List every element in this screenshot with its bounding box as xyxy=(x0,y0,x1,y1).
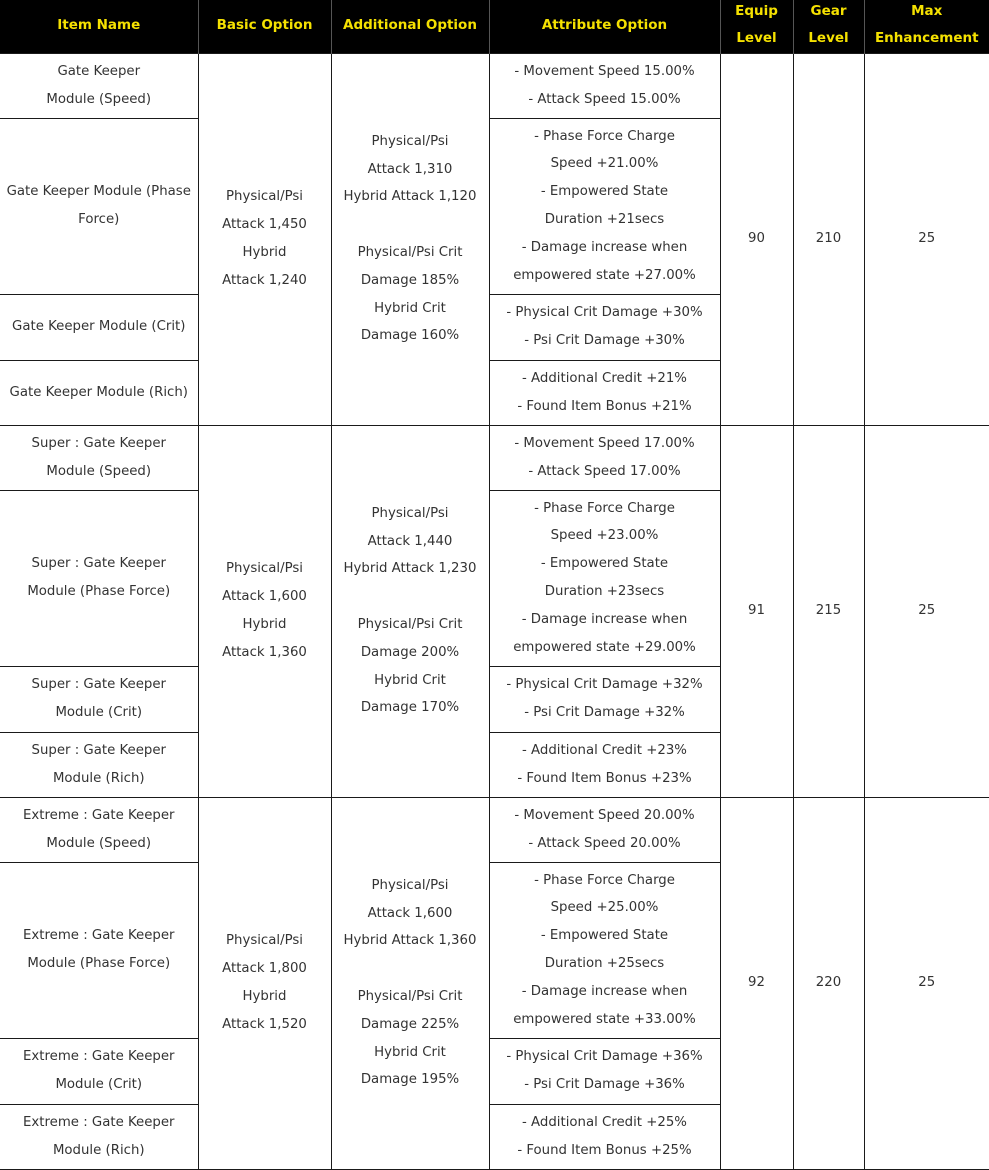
attribute-line: - Phase Force Charge xyxy=(534,500,675,516)
additional-option-line: Hybrid Crit xyxy=(374,1044,446,1060)
header-equip-level-line: Equip xyxy=(735,3,778,20)
basic-option-line: Attack 1,360 xyxy=(222,644,307,660)
line-spacer xyxy=(336,583,485,611)
header-basic-option: Basic Option xyxy=(198,0,331,53)
additional-option-line: Damage 200% xyxy=(360,644,460,660)
gear-level-cell: 215 xyxy=(793,425,864,797)
header-max-enhancement xyxy=(864,0,989,53)
additional-option-line: Hybrid Attack 1,230 xyxy=(343,561,477,577)
basic-option-cell xyxy=(198,53,331,425)
attribute-line: Duration +25secs xyxy=(544,956,665,971)
attribute-line: - Physical Crit Damage +36% xyxy=(506,1049,703,1065)
attribute-line: - Movement Speed 17.00% xyxy=(514,435,695,451)
additional-option-line: Damage 170% xyxy=(360,700,460,716)
attribute-line: Speed +23.00% xyxy=(550,528,659,544)
table-row xyxy=(0,53,989,118)
additional-option-line: Physical/Psi xyxy=(371,877,449,893)
attribute-line: - Phase Force Charge xyxy=(534,872,675,888)
basic-option-cell xyxy=(198,425,331,797)
attribute-line: - Found Item Bonus +23% xyxy=(517,770,692,786)
attribute-option-cell xyxy=(489,732,720,797)
attribute-line: - Found Item Bonus +21% xyxy=(517,398,692,414)
attribute-line: - Movement Speed 20.00% xyxy=(514,807,695,823)
additional-option-line: Attack 1,310 xyxy=(367,161,453,177)
item-name-cell xyxy=(0,666,198,732)
item-name-line: Super : Gate Keeper xyxy=(31,556,166,572)
additional-option-line: Attack 1,600 xyxy=(367,905,453,921)
header-row xyxy=(0,0,989,53)
attribute-option-cell xyxy=(489,360,720,425)
basic-option-line: Hybrid xyxy=(242,245,287,260)
basic-option-line: Attack 1,450 xyxy=(222,217,307,233)
additional-option-line: Physical/Psi Crit xyxy=(357,617,463,632)
item-name-cell xyxy=(0,53,198,118)
header-equip-level xyxy=(720,0,793,53)
item-name-line: Gate Keeper Module (Phase xyxy=(6,184,191,200)
additional-option-line: Damage 225% xyxy=(360,1016,460,1032)
additional-option-line: Damage 185% xyxy=(360,272,460,288)
header-item-name: Item Name xyxy=(0,0,198,53)
header-equip-level-line: Level xyxy=(736,30,777,47)
item-name-cell xyxy=(0,294,198,360)
attribute-line: empowered state +27.00% xyxy=(513,267,696,283)
additional-option-cell xyxy=(331,425,489,797)
equip-level-cell: 90 xyxy=(720,53,793,425)
item-name-line: Gate Keeper Module (Rich) xyxy=(9,384,188,400)
item-name-cell xyxy=(0,797,198,862)
attribute-line: - Psi Crit Damage +30% xyxy=(524,333,685,348)
max-enhancement-cell: 25 xyxy=(864,797,989,1169)
item-name-cell xyxy=(0,360,198,425)
attribute-option-cell xyxy=(489,797,720,862)
attribute-line: - Psi Crit Damage +36% xyxy=(524,1077,685,1092)
additional-option-line: Hybrid Crit xyxy=(374,300,446,316)
item-name-cell xyxy=(0,490,198,666)
line-spacer xyxy=(336,211,485,239)
item-name-line: Module (Rich) xyxy=(52,770,145,786)
item-name-line: Module (Crit) xyxy=(55,705,143,720)
attribute-line: Speed +21.00% xyxy=(550,156,659,172)
table-body xyxy=(0,53,989,1169)
table-row xyxy=(0,425,989,490)
item-name-line: Extreme : Gate Keeper xyxy=(23,807,175,823)
basic-option-line: Attack 1,240 xyxy=(222,272,307,288)
item-name-line: Module (Speed) xyxy=(46,463,152,479)
attribute-line: - Attack Speed 15.00% xyxy=(528,91,681,107)
header-attribute-option: Attribute Option xyxy=(489,0,720,53)
header-gear-level-line: Level xyxy=(808,30,849,47)
item-name-line: Super : Gate Keeper xyxy=(31,677,166,693)
item-name-cell xyxy=(0,862,198,1038)
item-name-cell xyxy=(0,425,198,490)
basic-option-line: Attack 1,600 xyxy=(222,589,307,605)
item-name-line: Module (Phase Force) xyxy=(27,956,171,971)
gear-level-cell: 220 xyxy=(793,797,864,1169)
header-gear-level xyxy=(793,0,864,53)
max-enhancement-cell: 25 xyxy=(864,53,989,425)
attribute-line: - Empowered State xyxy=(540,928,669,944)
item-name-line: Gate Keeper xyxy=(57,63,141,79)
attribute-line: - Found Item Bonus +25% xyxy=(517,1142,692,1158)
attribute-line: - Movement Speed 15.00% xyxy=(514,63,695,79)
attribute-option-cell xyxy=(489,1038,720,1104)
attribute-line: - Physical Crit Damage +32% xyxy=(506,677,703,693)
item-name-line: Module (Phase Force) xyxy=(27,584,171,599)
item-name-line: Module (Rich) xyxy=(52,1142,145,1158)
item-name-cell xyxy=(0,118,198,294)
equip-level-cell: 92 xyxy=(720,797,793,1169)
basic-option-line: Hybrid xyxy=(242,989,287,1004)
header-max-enhancement-line: Enhancement xyxy=(874,30,979,47)
attribute-line: Duration +23secs xyxy=(544,584,665,599)
item-name-cell xyxy=(0,1038,198,1104)
basic-option-line: Physical/Psi xyxy=(226,561,303,577)
header-gear-level-line: Gear xyxy=(810,3,847,20)
attribute-line: - Damage increase when xyxy=(521,983,688,999)
additional-option-line: Physical/Psi Crit xyxy=(357,245,463,260)
attribute-line: - Damage increase when xyxy=(521,611,688,627)
attribute-line: - Empowered State xyxy=(540,184,669,200)
attribute-line: - Phase Force Charge xyxy=(534,128,675,144)
attribute-option-cell xyxy=(489,118,720,294)
item-name-line: Module (Speed) xyxy=(46,91,152,107)
gear-level-cell: 210 xyxy=(793,53,864,425)
additional-option-line: Damage 160% xyxy=(360,328,460,344)
line-spacer xyxy=(336,955,485,983)
additional-option-cell xyxy=(331,53,489,425)
additional-option-line: Physical/Psi xyxy=(371,505,449,521)
item-name-cell xyxy=(0,732,198,797)
attribute-line: - Attack Speed 20.00% xyxy=(528,835,681,851)
additional-option-line: Physical/Psi Crit xyxy=(357,989,463,1004)
basic-option-line: Physical/Psi xyxy=(226,189,303,205)
item-name-line: Module (Speed) xyxy=(46,835,152,851)
header-additional-option: Additional Option xyxy=(331,0,489,53)
attribute-option-cell xyxy=(489,294,720,360)
header-max-enhancement-line: Max xyxy=(911,3,943,20)
item-name-line: Module (Crit) xyxy=(55,1077,143,1092)
attribute-line: - Attack Speed 17.00% xyxy=(528,463,681,479)
table-row xyxy=(0,797,989,862)
basic-option-line: Attack 1,800 xyxy=(222,961,307,977)
equip-level-cell: 91 xyxy=(720,425,793,797)
attribute-option-cell xyxy=(489,490,720,666)
additional-option-line: Physical/Psi xyxy=(371,133,449,149)
attribute-line: empowered state +33.00% xyxy=(513,1011,696,1027)
max-enhancement-cell: 25 xyxy=(864,425,989,797)
basic-option-cell xyxy=(198,797,331,1169)
attribute-line: Speed +25.00% xyxy=(550,900,659,916)
attribute-option-cell xyxy=(489,666,720,732)
item-name-cell xyxy=(0,1104,198,1169)
basic-option-line: Hybrid xyxy=(242,617,287,632)
item-name-line: Force) xyxy=(78,212,120,227)
attribute-line: - Empowered State xyxy=(540,556,669,572)
item-name-line: Extreme : Gate Keeper xyxy=(23,1114,175,1130)
attribute-line: Duration +21secs xyxy=(544,212,665,227)
attribute-option-cell xyxy=(489,862,720,1038)
attribute-option-cell xyxy=(489,53,720,118)
attribute-line: - Psi Crit Damage +32% xyxy=(524,705,685,720)
attribute-line: - Additional Credit +25% xyxy=(522,1114,687,1130)
additional-option-line: Hybrid Crit xyxy=(374,672,446,688)
attribute-line: - Additional Credit +21% xyxy=(522,370,687,386)
additional-option-line: Hybrid Attack 1,360 xyxy=(343,933,477,949)
item-name-line: Super : Gate Keeper xyxy=(31,742,166,758)
additional-option-line: Hybrid Attack 1,120 xyxy=(343,189,477,205)
additional-option-line: Damage 195% xyxy=(360,1072,460,1088)
basic-option-line: Physical/Psi xyxy=(226,933,303,949)
item-name-line: Extreme : Gate Keeper xyxy=(23,928,175,944)
item-name-line: Extreme : Gate Keeper xyxy=(23,1049,175,1065)
attribute-option-cell xyxy=(489,1104,720,1169)
additional-option-cell xyxy=(331,797,489,1169)
attribute-option-cell xyxy=(489,425,720,490)
item-name-line: Gate Keeper Module (Crit) xyxy=(12,319,186,335)
basic-option-line: Attack 1,520 xyxy=(222,1016,307,1032)
attribute-line: - Physical Crit Damage +30% xyxy=(506,305,703,321)
additional-option-line: Attack 1,440 xyxy=(367,533,453,549)
attribute-line: - Damage increase when xyxy=(521,239,688,255)
attribute-line: empowered state +29.00% xyxy=(513,639,696,655)
item-name-line: Super : Gate Keeper xyxy=(31,435,166,451)
attribute-line: - Additional Credit +23% xyxy=(522,742,687,758)
